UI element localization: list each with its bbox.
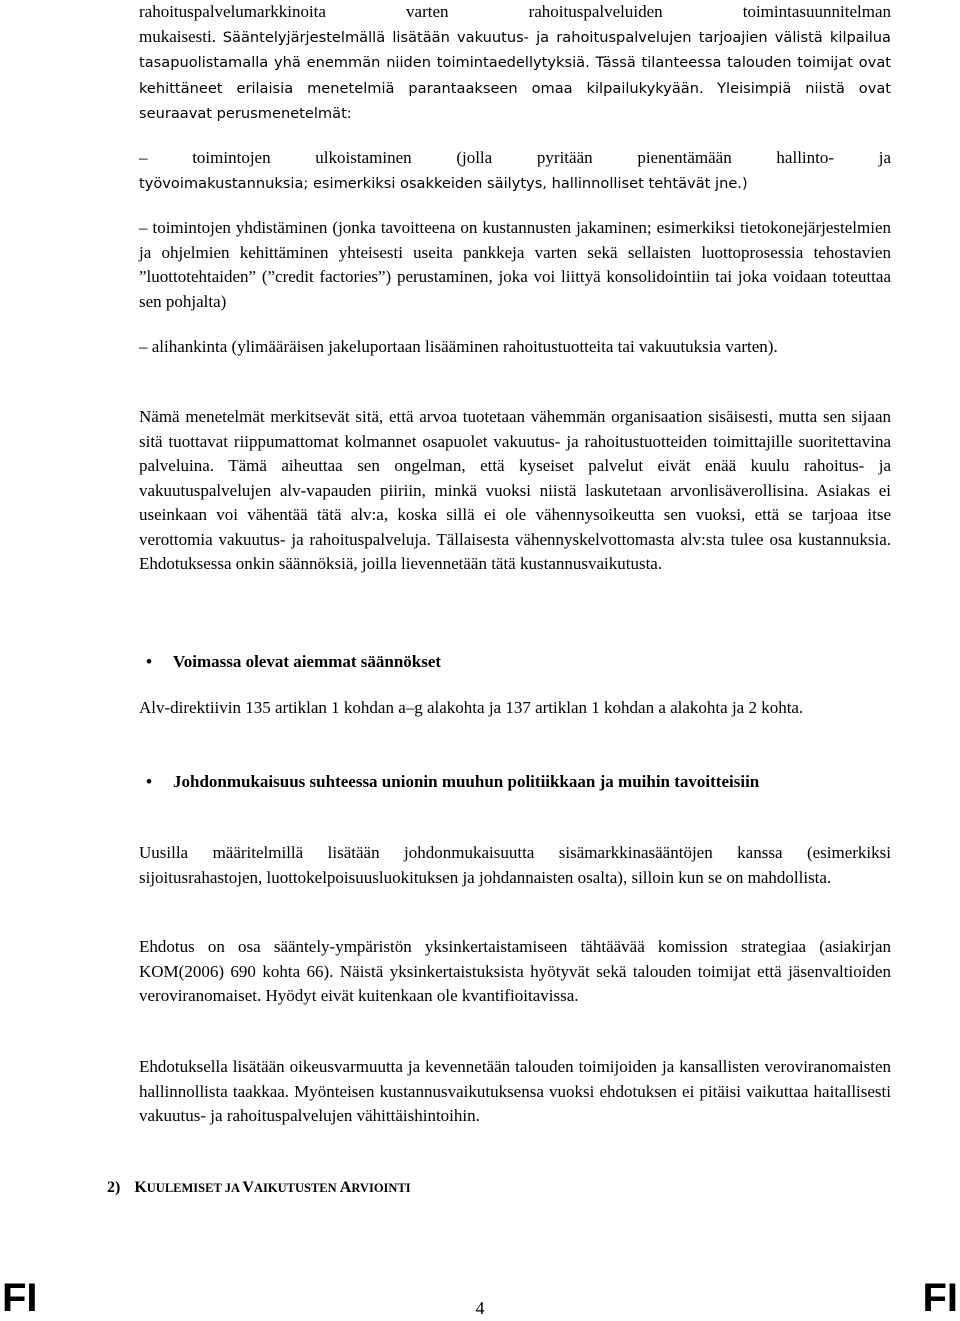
bullet-heading-1: [139, 650, 891, 675]
section-number: 2): [107, 1179, 121, 1196]
intro-line1: rahoituspalvelumarkkinoita varten rahoituspalveluiden toimintasuunnitelman: [139, 2, 891, 21]
page-number: 4: [475, 1298, 485, 1318]
dash-item-1: [139, 146, 891, 196]
section-title-cap: A: [339, 1179, 352, 1196]
intro-serif-continuation: Yleisimpiä niistä ovat seuraavat perusmenetelmät:: [139, 79, 891, 122]
section-title-part: UULEMISET JA: [146, 1181, 243, 1195]
section-title-part: AIKUTUSTEN: [253, 1181, 340, 1195]
footer-language-left: FI: [2, 1276, 38, 1320]
bullet-heading-2-text: Johdonmukaisuus suhteessa unionin muuhun politiikkaan ja muihin tavoitteisiin: [173, 772, 760, 791]
intro-sans-text: Sääntelyjärjestelmällä lisätään vakuutus- ja rahoituspalvelujen tarjoajien välistä kilpailua tasapuolistamalla yhä enemmän niiden toimintaedellytyksiä. Tässä tilanteessa talouden toimijat ovat kehittäneet erilaisia menetelmiä parantaakseen omaa kilpailukykyään.: [139, 28, 892, 97]
bullet-heading-1-text: Voimassa olevat aiemmat säännökset: [173, 652, 442, 671]
section-title-cap: K: [134, 1179, 147, 1196]
section-title-part: RVIOINTI: [351, 1181, 411, 1195]
section-heading: [107, 1176, 411, 1201]
bullet-2-paragraph-3: Ehdotuksella lisätään oikeusvarmuutta ja kevennetään talouden toimijoiden ja kansallisten veroviranomaisten hallinnollista taakkaa. Myönteisen kustannusvaikutuksensa vuoksi ehdotuksen ei pitäisi vaikuttaa haitallisesti vakuutus- ja rahoituspalvelujen vähittäishintoihin.: [139, 1057, 891, 1125]
dash-item-3: – alihankinta (ylimääräisen jakeluportaan lisääminen rahoitustuotteita tai vakuutuksia varten).: [139, 337, 778, 356]
intro-paragraph: [139, 0, 891, 127]
bullet-2-paragraph-2: Ehdotus on osa sääntely-ympäristön yksinkertaistamiseen tähtäävää komission strategiaa (asiakirjan KOM(2006) 690 kohta 66). Näistä yksinkertaistuksista hyötyvät sekä talouden toimijat että jäsenvaltioiden veroviranomaiset. Hyödyt eivät kuitenkaan ole kvantifioitavissa.: [139, 937, 891, 1005]
bullet-icon: •: [146, 652, 152, 671]
bullet-heading-2: [139, 770, 891, 795]
bullet-2-paragraph-1: Uusilla määritelmillä lisätään johdonmukaisuutta sisämarkkinasääntöjen kanssa (esimerkiksi sijoitusrahastojen, luottokelpoisuusluokituksen ja johdannaisten osalta), silloin kun se on mahdollista.: [139, 843, 891, 887]
section-title-cap: V: [242, 1179, 254, 1196]
bullet-icon: •: [146, 772, 152, 791]
intro-line2: mukaisesti.: [139, 26, 216, 46]
footer-language-right: FI: [922, 1276, 958, 1320]
paragraph-nama: Nämä menetelmät merkitsevät sitä, että arvoa tuotetaan vähemmän organisaation sisäisesti, mutta sen sijaan sitä tuottavat riippumattomat kolmannet osapuolet vakuutus- ja rahoitustuotteiden toimittajille suoritettavina palveluina. Tämä aiheuttaa sen ongelman, että kyseiset palvelut eivät enää kuulu rahoitus- ja vakuutuspalvelujen alv-vapauden piiriin, minkä vuoksi niistä laskutetaan arvonlisäverollisina. Asiakas ei useinkaan voi vähentää tätä alv:a, koska sillä ei ole vähennysoikeutta sen vuoksi, että se tarjoaa itse verottomia vakuutus- ja rahoituspalveluja. Tällaisesta vähennyskelvottomasta alv:sta tulee osa kustannuksia. Ehdotuksessa onkin säännöksiä, joilla lievennetään tätä kustannusvaikutusta.: [139, 407, 891, 573]
dash-item-2: – toimintojen yhdistäminen (jonka tavoitteena on kustannusten jakaminen; esimerkiksi tietokonejärjestelmien ja ohjelmien kehittäminen yhteisesti useita pankkeja varten sekä sellaisten luottoprosessia tehostavien ”luottotehtaiden” (”credit factories”) perustaminen, joka voi liittyä konsolidointiin tai joka voidaan toteuttaa sen pohjalta): [139, 218, 891, 311]
dash-item-1-text: – toimintojen ulkoistaminen (jolla pyritään pienentämään hallinto- ja: [139, 148, 891, 167]
bullet-1-paragraph: Alv-direktiivin 135 artiklan 1 kohdan a–g alakohta ja 137 artiklan 1 kohdan a alakohta ja 2 kohta.: [139, 698, 804, 717]
dash-item-1-continuation: työvoimakustannuksia; esimerkiksi osakkeiden säilytys, hallinnolliset tehtävät jne.): [139, 174, 748, 192]
